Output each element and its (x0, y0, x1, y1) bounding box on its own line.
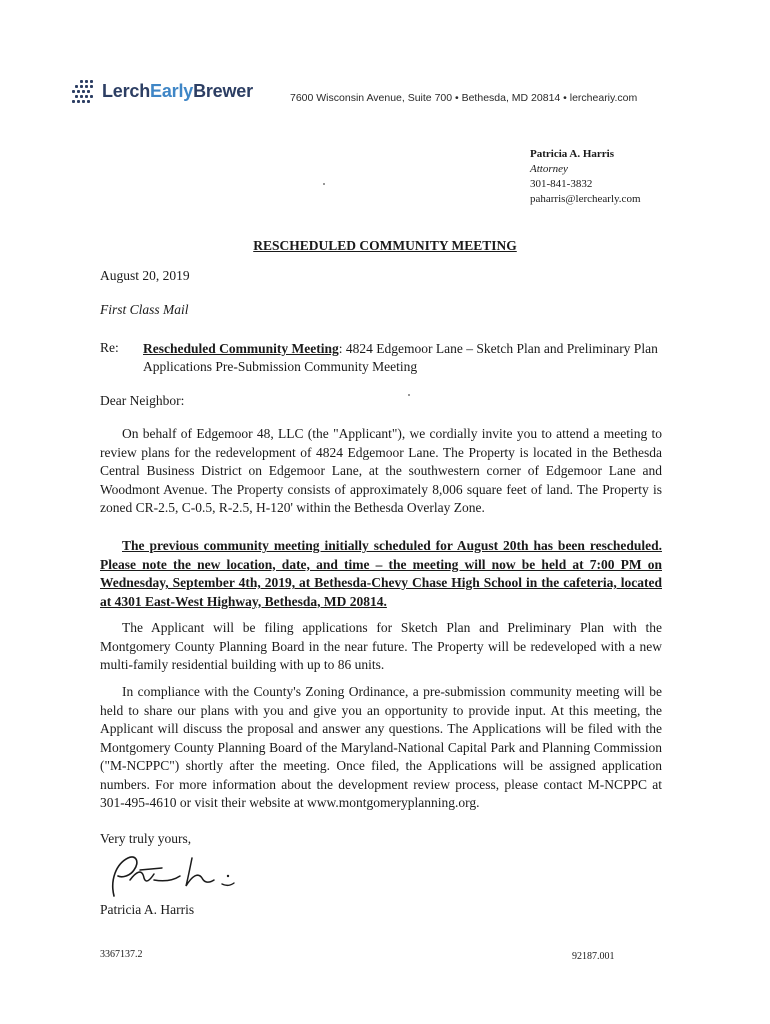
brand-part-brewer: Brewer (193, 81, 253, 101)
paragraph-reschedule-notice: The previous community meeting initially scheduled for August 20th has been rescheduled. Please note the new location, date, and time – the meeting will now be held at 7:00 PM on Wednesday, September 4th, 2019, at Bethesda-Chevy Chase High School in the cafeteria, located at 4301 East-West Highway, Bethesda, MD 20814. (100, 538, 662, 609)
sender-phone: 301-841-3832 (530, 178, 593, 190)
scan-speck (408, 394, 410, 396)
scan-speck (323, 183, 325, 185)
logo-grid-icon (72, 80, 94, 102)
sender-title: Attorney (530, 163, 568, 175)
delivery-method: First Class Mail (100, 302, 189, 317)
letter-heading: RESCHEDULED COMMUNITY MEETING (253, 238, 517, 253)
signer-name: Patricia A. Harris (100, 902, 195, 917)
firm-logo-text (102, 81, 253, 102)
sender-block (530, 147, 641, 207)
letterhead (72, 80, 712, 110)
paragraph-compliance: In compliance with the County's Zoning Ordinance, a pre-submission community meeting will be held to share our plans with you and give you an opportunity to provide input. At this meeting, the Applicant will discuss the proposal and answer any questions. The Applications will be filed with the Montgomery County Planning Board of the Maryland-National Capital Park and Planning Commission ("M-NCPPC") shortly after the meeting. Once filed, the Applications will be assigned application numbers. For more information about the development review process, please contact M-NCPPC at 301-495-4610 or visit their website at www.montgomeryplanning.org. (100, 684, 662, 810)
brand-part-lerch: Lerch (102, 81, 151, 101)
closing: Very truly yours, (100, 831, 192, 846)
re-label: Re: (100, 340, 119, 355)
brand-part-early: Early (150, 81, 194, 101)
re-line (143, 340, 663, 376)
firm-address: 7600 Wisconsin Avenue, Suite 700 • Bethesda, MD 20814 • lercheariy.com (290, 92, 638, 104)
salutation: Dear Neighbor: (100, 393, 185, 408)
matter-number: 92187.001 (572, 951, 615, 962)
sender-name: Patricia A. Harris (530, 148, 615, 160)
paragraph-applications: The Applicant will be filing applications for Sketch Plan and Preliminary Plan with the Montgomery County Planning Board in the near future. The Property will be redeveloped with a new multi-family residential building with up to 86 units. (100, 620, 662, 672)
re-subject-bold: Rescheduled Community Meeting (143, 341, 339, 356)
re-subject-text: : 4824 Edgemoor Lane – Sketch Plan and Preliminary Plan Applications Pre-Submission Community Meeting (143, 341, 658, 374)
handwritten-signature (100, 850, 250, 902)
letter-date: August 20, 2019 (100, 268, 190, 283)
document-id: 3367137.2 (100, 949, 143, 960)
paragraph-invitation: On behalf of Edgemoor 48, LLC (the "Applicant"), we cordially invite you to attend a meeting to review plans for the redevelopment of 4824 Edgemoor Lane. The Property is located in the Bethesda Central Business District on Edgemoor Lane, at the southwestern corner of Edgemoor Lane and Woodmont Avenue. The Property consists of approximately 8,006 square feet of land. The Property is zoned CR-2.5, C-0.5, R-2.5, H-120' within the Bethesda Overlay Zone. (100, 426, 662, 515)
sender-email: paharris@lerchearly.com (530, 193, 641, 205)
